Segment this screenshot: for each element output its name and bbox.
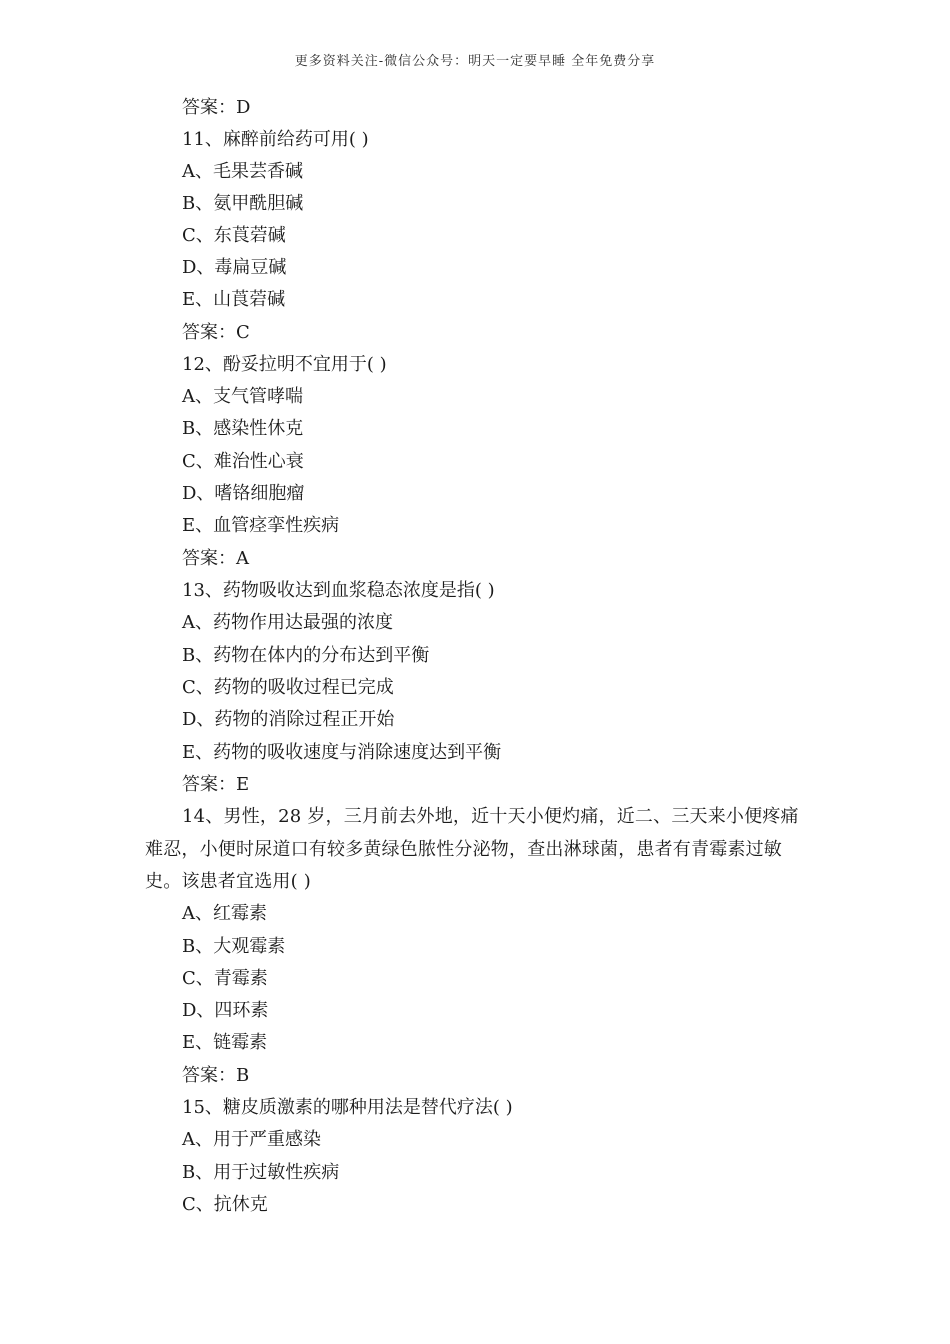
q14-option-d: D、四环素 xyxy=(182,1000,269,1021)
q12-option-c: C、难治性心衰 xyxy=(182,451,304,472)
q11-option-a: A、毛果芸香碱 xyxy=(182,161,303,182)
q11-option-d: D、毒扁豆碱 xyxy=(182,257,287,278)
answer-12: 答案：A xyxy=(182,548,249,569)
page-header: 更多资料关注-微信公众号：明天一定要早睡 全年免费分享 xyxy=(294,54,656,69)
q14-option-b: B、大观霉素 xyxy=(182,936,286,957)
question-12: 12、酚妥拉明不宜用于( ) xyxy=(182,354,387,375)
q15-option-b: B、用于过敏性疾病 xyxy=(182,1162,340,1183)
answer-10: 答案：D xyxy=(182,97,251,118)
q11-option-c: C、东莨菪碱 xyxy=(182,225,286,246)
answer-13: 答案：E xyxy=(182,774,250,795)
question-14: 14、男性，28 岁，三月前去外地，近十天小便灼痛，近二、三天来小便疼痛难忍，小便时尿道口有较多黄绿色脓性分泌物，查出淋球菌，患者有青霉素过敏史。该患者宜选用( ) xyxy=(145,806,799,892)
q13-option-e: E、药物的吸收速度与消除速度达到平衡 xyxy=(182,742,502,763)
q15-option-a: A、用于严重感染 xyxy=(182,1129,321,1150)
q12-option-d: D、嗜铬细胞瘤 xyxy=(182,483,305,504)
q12-option-e: E、血管痉挛性疾病 xyxy=(182,515,340,536)
q13-option-d: D、药物的消除过程正开始 xyxy=(182,709,395,730)
question-13: 13、药物吸收达到血浆稳态浓度是指( ) xyxy=(182,580,495,601)
q14-option-a: A、红霉素 xyxy=(182,903,267,924)
q12-option-a: A、支气管哮喘 xyxy=(182,386,303,407)
question-15: 15、糖皮质激素的哪种用法是替代疗法( ) xyxy=(182,1097,513,1118)
question-11: 11、麻醉前给药可用( ) xyxy=(182,129,369,150)
answer-11: 答案：C xyxy=(182,322,250,343)
q11-option-b: B、氨甲酰胆碱 xyxy=(182,193,304,214)
q13-option-c: C、药物的吸收过程已完成 xyxy=(182,677,394,698)
q12-option-b: B、感染性休克 xyxy=(182,418,304,439)
q15-option-c: C、抗休克 xyxy=(182,1194,268,1215)
q11-option-e: E、山莨菪碱 xyxy=(182,289,286,310)
q14-option-c: C、青霉素 xyxy=(182,968,268,989)
q13-option-b: B、药物在体内的分布达到平衡 xyxy=(182,645,430,666)
answer-14: 答案：B xyxy=(182,1065,250,1086)
q13-option-a: A、药物作用达最强的浓度 xyxy=(182,612,393,633)
q14-option-e: E、链霉素 xyxy=(182,1032,268,1053)
